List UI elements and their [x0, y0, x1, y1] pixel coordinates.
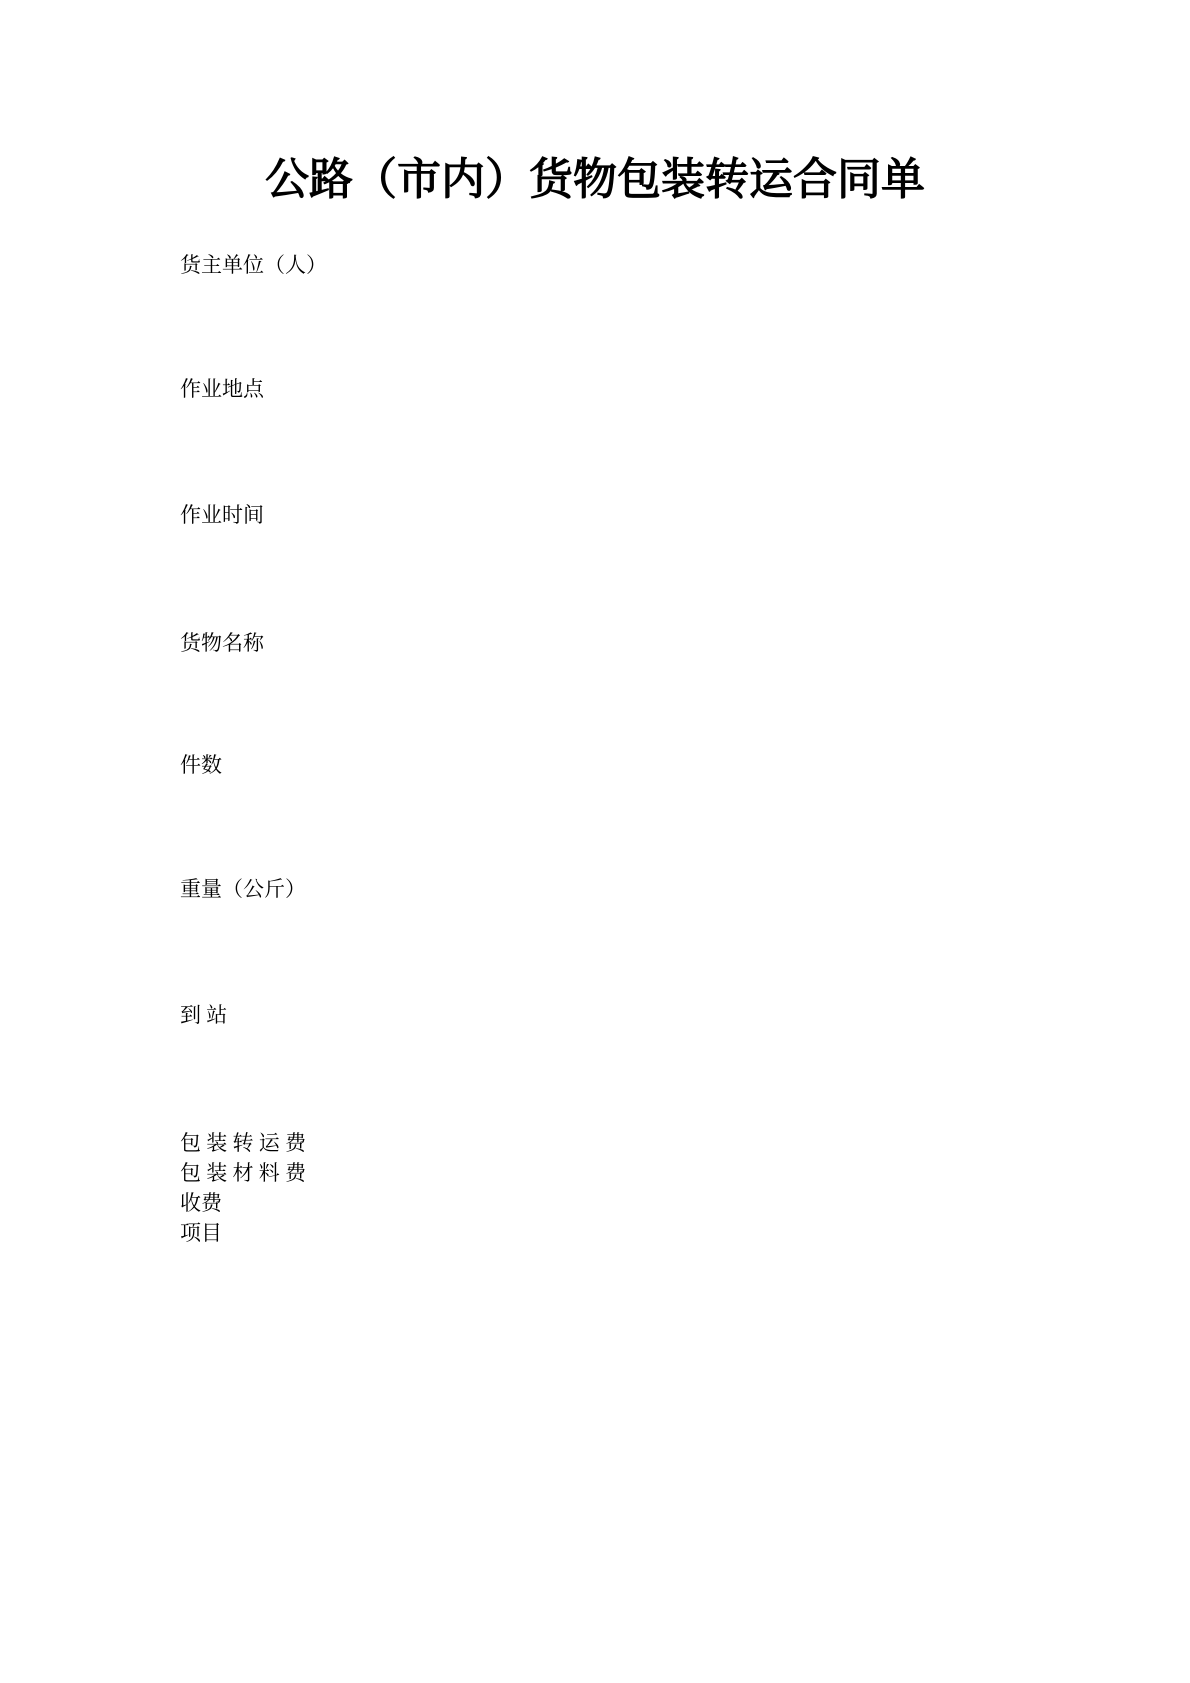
field-label-packing-material-fee: 包 装 材 料 费: [180, 1161, 306, 1185]
field-label-work-time: 作业时间: [180, 503, 264, 527]
field-label-cargo-name: 货物名称: [180, 631, 264, 655]
field-label-weight-kg: 重量（公斤）: [180, 877, 306, 901]
field-label-piece-count: 件数: [180, 753, 222, 777]
field-label-packing-transfer-fee: 包 装 转 运 费: [180, 1131, 306, 1155]
field-label-cargo-owner: 货主单位（人）: [180, 253, 327, 277]
field-label-charge: 收费: [180, 1191, 222, 1215]
document-title: 公路（市内）货物包装转运合同单: [265, 155, 925, 204]
field-label-items: 项目: [180, 1221, 222, 1245]
field-label-work-location: 作业地点: [180, 377, 264, 401]
field-label-destination-station: 到 站: [180, 1003, 228, 1027]
